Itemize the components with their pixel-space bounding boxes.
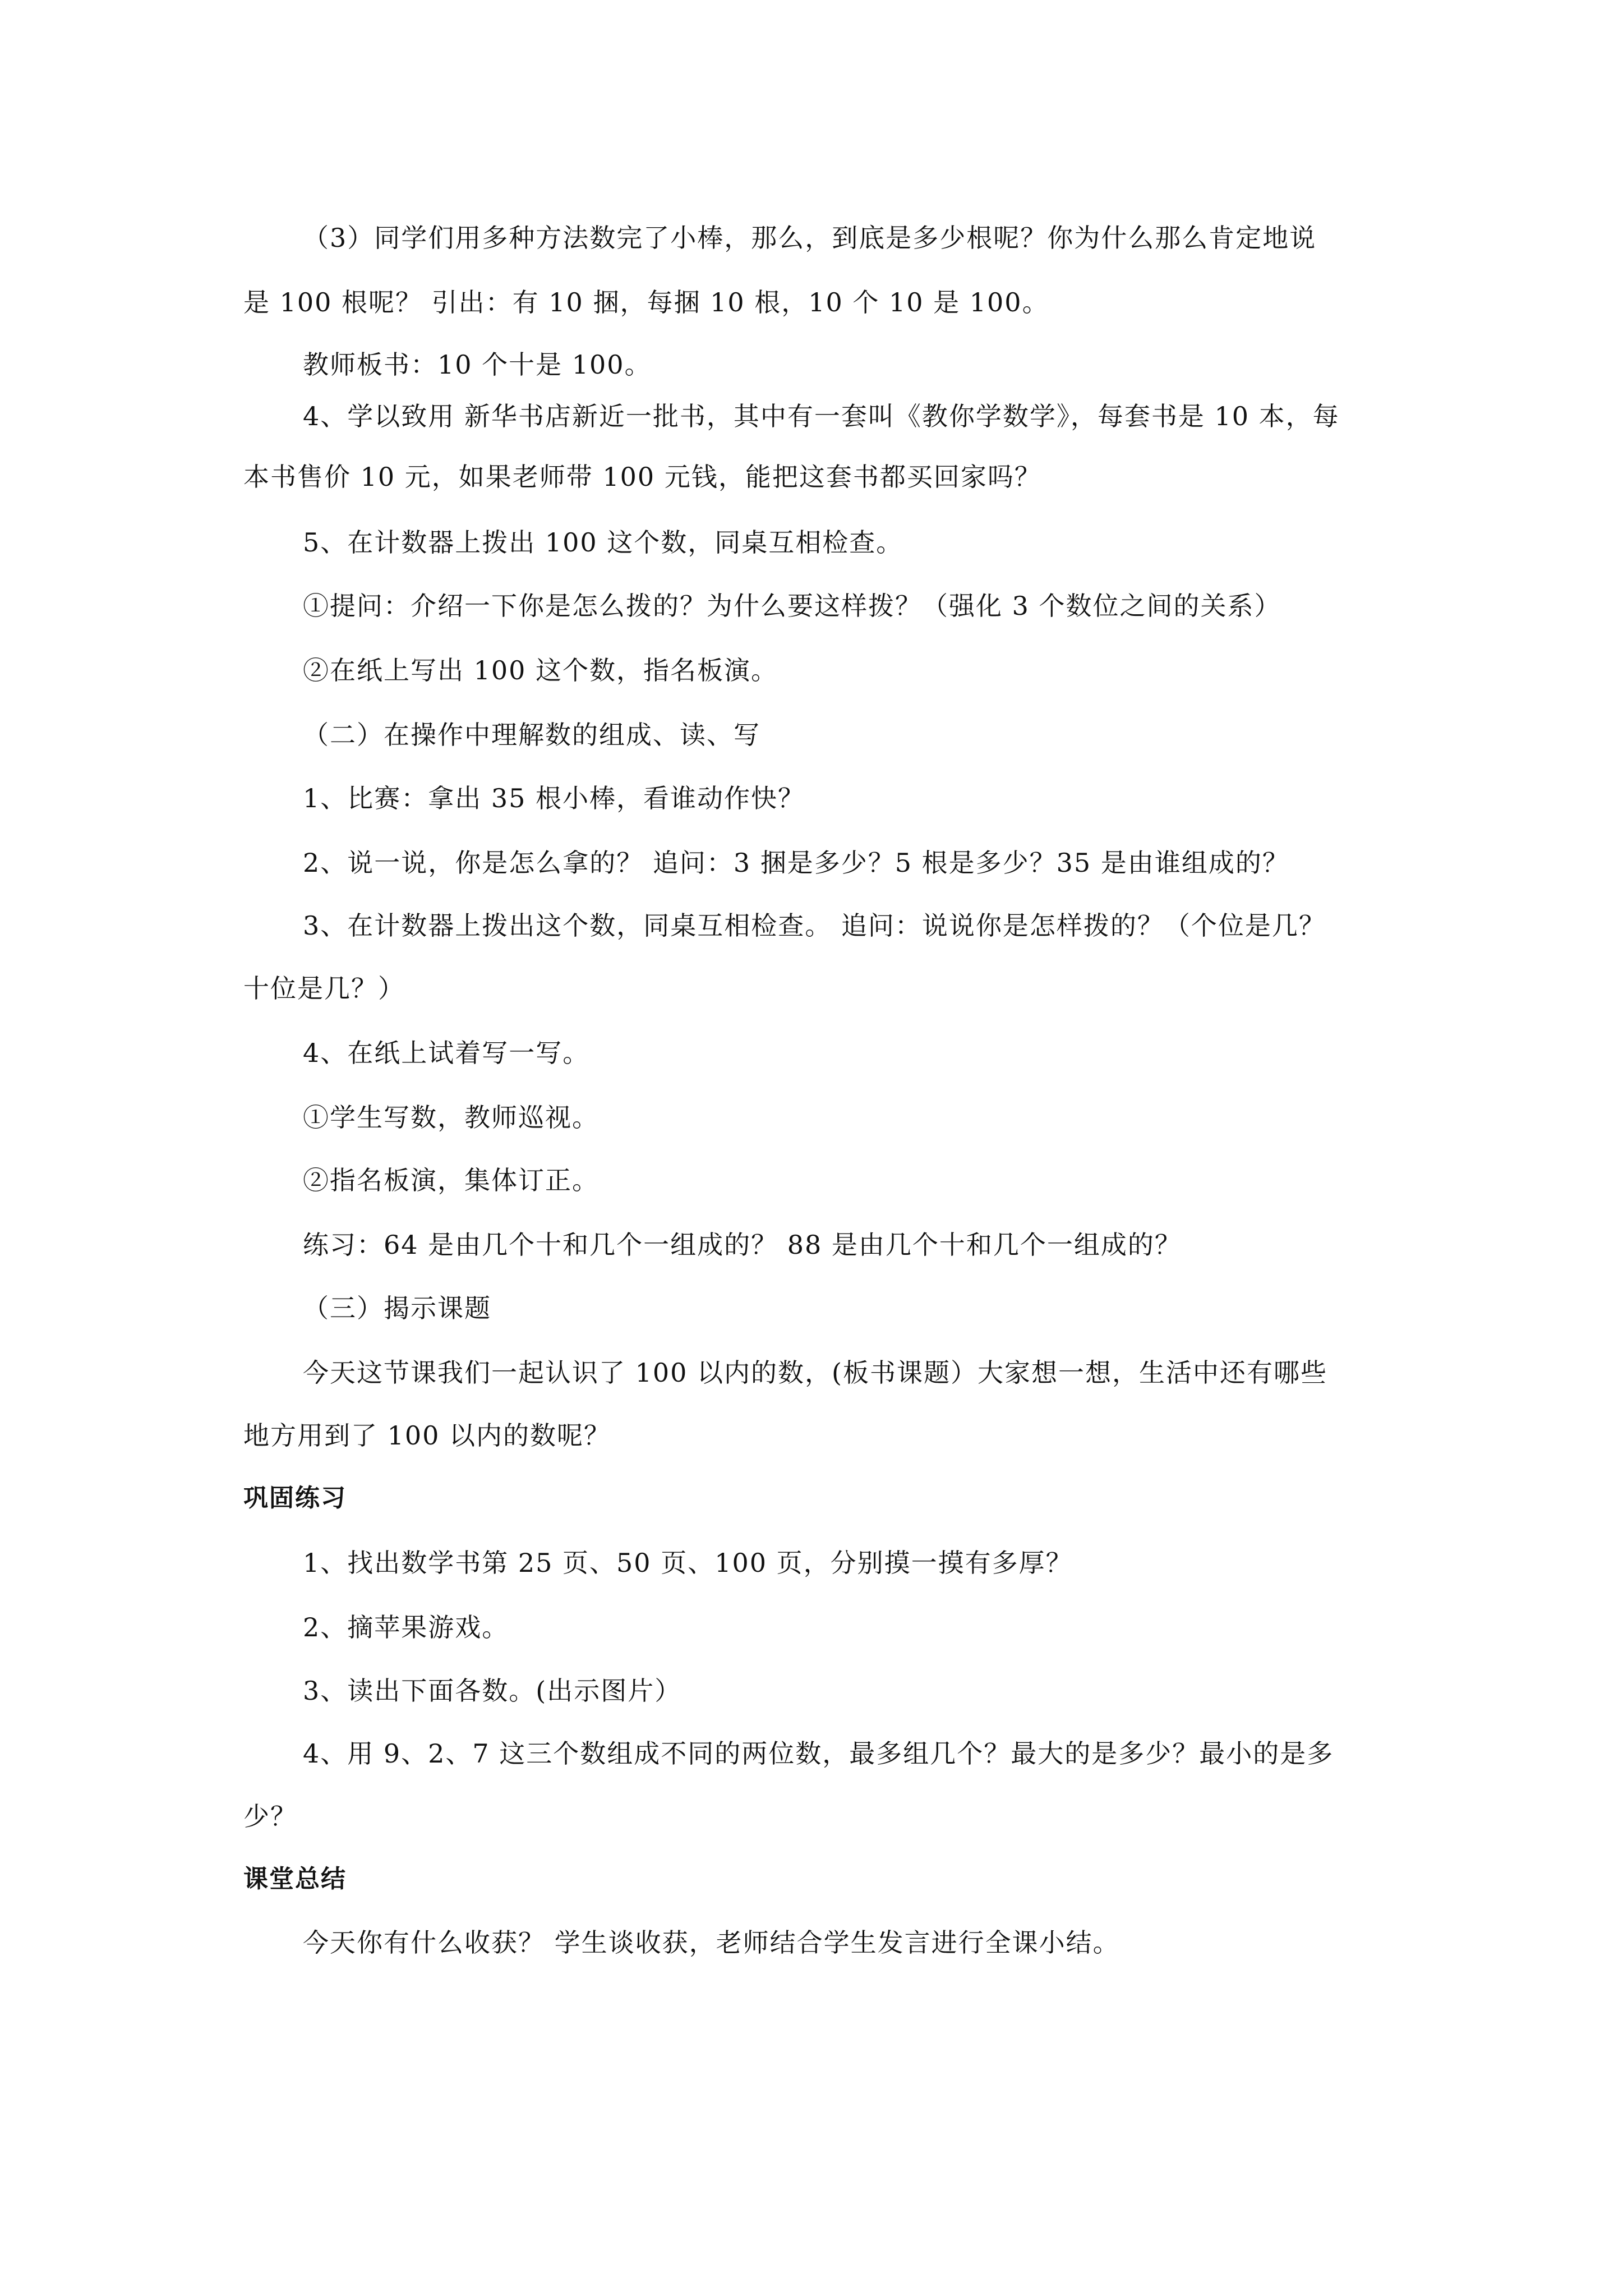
text-line: 4、学以致用 新华书店新近一批书，其中有一套叫《教你学数学》，每套书是 10 本，每: [303, 401, 1340, 431]
text-line: 3、在计数器上拨出这个数，同桌互相检查。 追问：说说你是怎样拨的？（个位是几？: [303, 910, 1326, 941]
section-heading: 课堂总结: [243, 1865, 347, 1893]
text-line: 1、比赛：拿出 35 根小棒，看谁动作快？: [303, 783, 805, 813]
text-line: ②指名板演，集体订正。: [303, 1165, 599, 1195]
text-line: 2、说一说，你是怎么拿的？ 追问：3 捆是多少？5 根是多少？35 是由谁组成的？: [303, 848, 1289, 878]
section-heading: 巩固练习: [243, 1484, 347, 1512]
text-line: 4、在纸上试着写一写。: [303, 1038, 590, 1068]
text-line: 今天这节课我们一起认识了 100 以内的数，(板书课题）大家想一想，生活中还有哪些: [303, 1358, 1327, 1388]
text-line: 3、读出下面各数。(出示图片）: [303, 1676, 682, 1706]
text-line: ②在纸上写出 100 这个数，指名板演。: [303, 655, 778, 685]
text-line: 是 100 根呢？ 引出：有 10 捆，每捆 10 根，10 个 10 是 100。: [243, 287, 1049, 318]
text-line: 教师板书：10 个十是 100。: [303, 349, 652, 380]
text-line: 1、找出数学书第 25 页、50 页、100 页，分别摸一摸有多厚？: [303, 1548, 1073, 1578]
text-line: 本书售价 10 元，如果老师带 100 元钱，能把这套书都买回家吗？: [243, 462, 1041, 492]
text-line: 4、用 9、2、7 这三个数组成不同的两位数，最多组几个？最大的是多少？最小的是多: [303, 1738, 1334, 1769]
text-line: 2、摘苹果游戏。: [303, 1612, 509, 1642]
text-line: ①提问：介绍一下你是怎么拨的？为什么要这样拨？（强化 3 个数位之间的关系）: [303, 591, 1281, 621]
text-line: 少？: [243, 1801, 297, 1832]
text-line: 5、在计数器上拨出 100 这个数，同桌互相检查。: [303, 527, 903, 558]
text-line: 地方用到了 100 以内的数呢？: [243, 1420, 611, 1451]
text-line: 今天你有什么收获？ 学生谈收获，老师结合学生发言进行全课小结。: [303, 1927, 1120, 1958]
text-line: 十位是几？）: [243, 973, 405, 1004]
text-line: （三）揭示课题: [303, 1293, 491, 1323]
text-line: （3）同学们用多种方法数完了小棒，那么，到底是多少根呢？你为什么那么肯定地说: [303, 223, 1317, 253]
text-line: （二）在操作中理解数的组成、读、写: [303, 720, 760, 750]
text-line: 练习：64 是由几个十和几个一组成的？ 88 是由几个十和几个一组成的？: [303, 1230, 1182, 1260]
text-line: ①学生写数，教师巡视。: [303, 1102, 599, 1133]
